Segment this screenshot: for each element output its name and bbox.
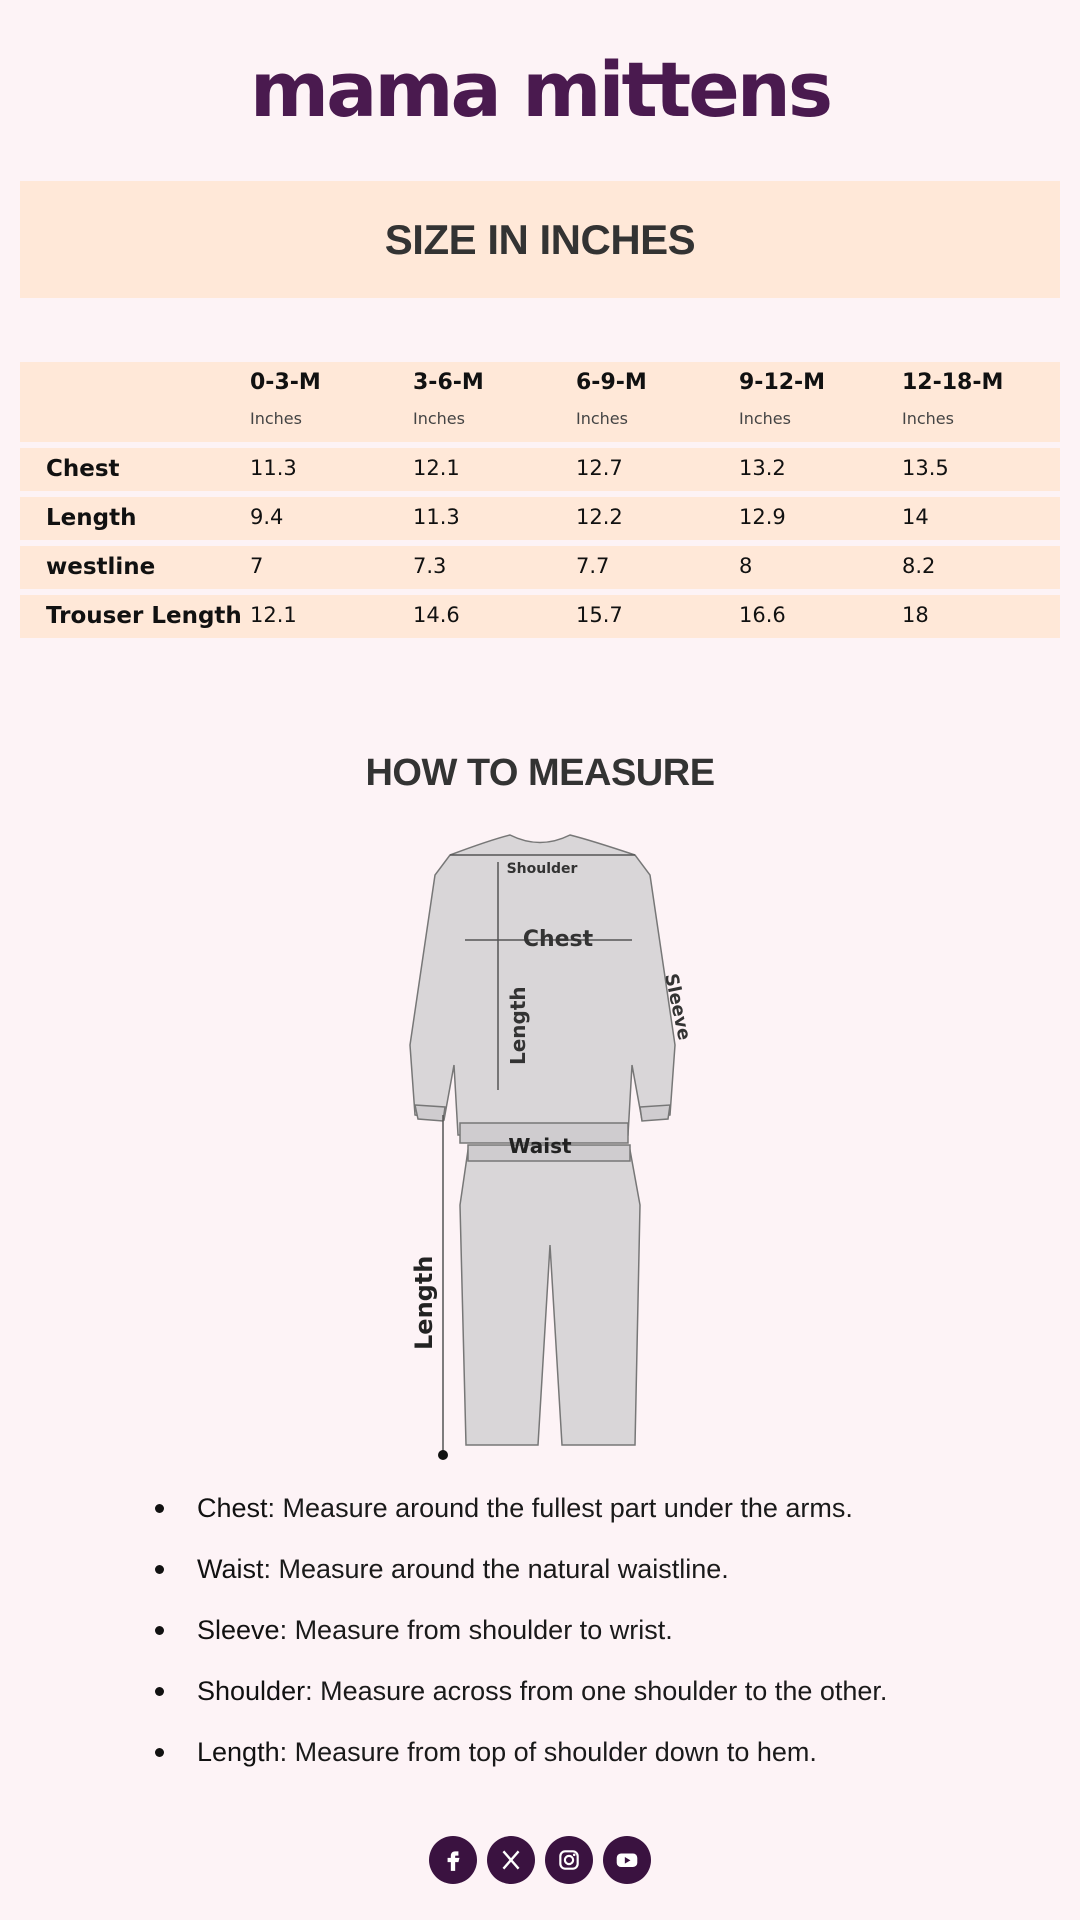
- trouser-length-label: Length: [410, 1255, 438, 1350]
- table-cell: 12.9: [739, 505, 786, 529]
- column-unit: Inches: [902, 409, 954, 428]
- table-cell: 12.7: [576, 456, 623, 480]
- clothing-illustration: [370, 815, 710, 1465]
- table-cell: 16.6: [739, 603, 786, 627]
- measurement-diagram: [370, 815, 710, 1465]
- tip-term: Sleeve: [197, 1615, 280, 1645]
- list-item: [155, 1551, 1035, 1612]
- table-row: [20, 595, 1060, 638]
- table-cell: 13.2: [739, 456, 786, 480]
- list-item: [155, 1673, 1035, 1734]
- row-label: Trouser Length: [46, 603, 242, 629]
- instagram-icon[interactable]: [545, 1836, 593, 1884]
- how-to-measure-title: HOW TO MEASURE: [365, 752, 715, 794]
- size-table: [20, 362, 1060, 638]
- column-label: 12-18-M: [902, 370, 1004, 395]
- column-unit: Inches: [413, 409, 465, 428]
- table-cell: 11.3: [413, 505, 460, 529]
- table-cell: 7.3: [413, 554, 447, 578]
- table-cell: 12.1: [413, 456, 460, 480]
- tip-term: Chest: [197, 1493, 268, 1523]
- table-header-row: [20, 362, 1060, 442]
- table-cell: 14.6: [413, 603, 460, 627]
- list-item: [155, 1734, 1035, 1795]
- column-unit: Inches: [576, 409, 628, 428]
- tip-term: Waist: [197, 1554, 264, 1584]
- sleeve-label: Sleeve: [660, 971, 695, 1043]
- list-item: [155, 1490, 1035, 1551]
- tip-text: : Measure from top of shoulder down to hem.: [279, 1737, 817, 1767]
- size-banner: [20, 181, 1060, 298]
- social-links: [0, 1836, 1080, 1884]
- column-label: 3-6-M: [413, 370, 484, 395]
- tip-text: : Measure around the fullest part under the arms.: [267, 1493, 853, 1523]
- table-cell: 18: [902, 603, 929, 627]
- shoulder-label: Shoulder: [506, 861, 578, 877]
- top-length-label: Length: [506, 986, 530, 1065]
- tip-text: : Measure from shoulder to wrist.: [279, 1615, 673, 1645]
- table-cell: 7: [250, 554, 264, 578]
- column-unit: Inches: [250, 409, 302, 428]
- facebook-icon[interactable]: [429, 1836, 477, 1884]
- row-label: westline: [46, 554, 156, 580]
- chest-label: Chest: [522, 927, 594, 952]
- row-label: Length: [46, 505, 137, 531]
- waist-label: Waist: [508, 1134, 572, 1158]
- table-cell: 14: [902, 505, 929, 529]
- table-cell: 11.3: [250, 456, 297, 480]
- table-cell: 12.2: [576, 505, 623, 529]
- table-row: [20, 497, 1060, 540]
- column-header: [739, 370, 825, 428]
- list-item: [155, 1612, 1035, 1673]
- table-cell: 15.7: [576, 603, 623, 627]
- table-cell: 8.2: [902, 554, 936, 578]
- table-cell: 7.7: [576, 554, 610, 578]
- table-cell: 9.4: [250, 505, 284, 529]
- banner-title: SIZE IN INCHES: [384, 215, 696, 263]
- column-header: [576, 370, 647, 428]
- measure-tips-list: [155, 1490, 1035, 1795]
- length-endpoint-dot: [438, 1450, 448, 1460]
- tip-term: Length: [197, 1737, 280, 1767]
- table-cell: 12.1: [250, 603, 297, 627]
- x-icon[interactable]: [487, 1836, 535, 1884]
- youtube-icon[interactable]: [603, 1836, 651, 1884]
- table-row: [20, 546, 1060, 589]
- row-label: Chest: [46, 456, 120, 482]
- column-header: [413, 370, 484, 428]
- column-label: 6-9-M: [576, 370, 647, 395]
- tip-term: Shoulder: [197, 1676, 306, 1706]
- column-unit: Inches: [739, 409, 791, 428]
- column-header: [902, 370, 1003, 428]
- brand-logo: mama mittens: [249, 45, 831, 134]
- column-header: [250, 370, 321, 428]
- table-cell: 8: [739, 554, 753, 578]
- table-cell: 13.5: [902, 456, 949, 480]
- tip-text: : Measure around the natural waistline.: [263, 1554, 729, 1584]
- column-label: 0-3-M: [250, 370, 321, 395]
- table-row: [20, 448, 1060, 491]
- tip-text: : Measure across from one shoulder to the other.: [305, 1676, 888, 1706]
- column-label: 9-12-M: [739, 370, 826, 395]
